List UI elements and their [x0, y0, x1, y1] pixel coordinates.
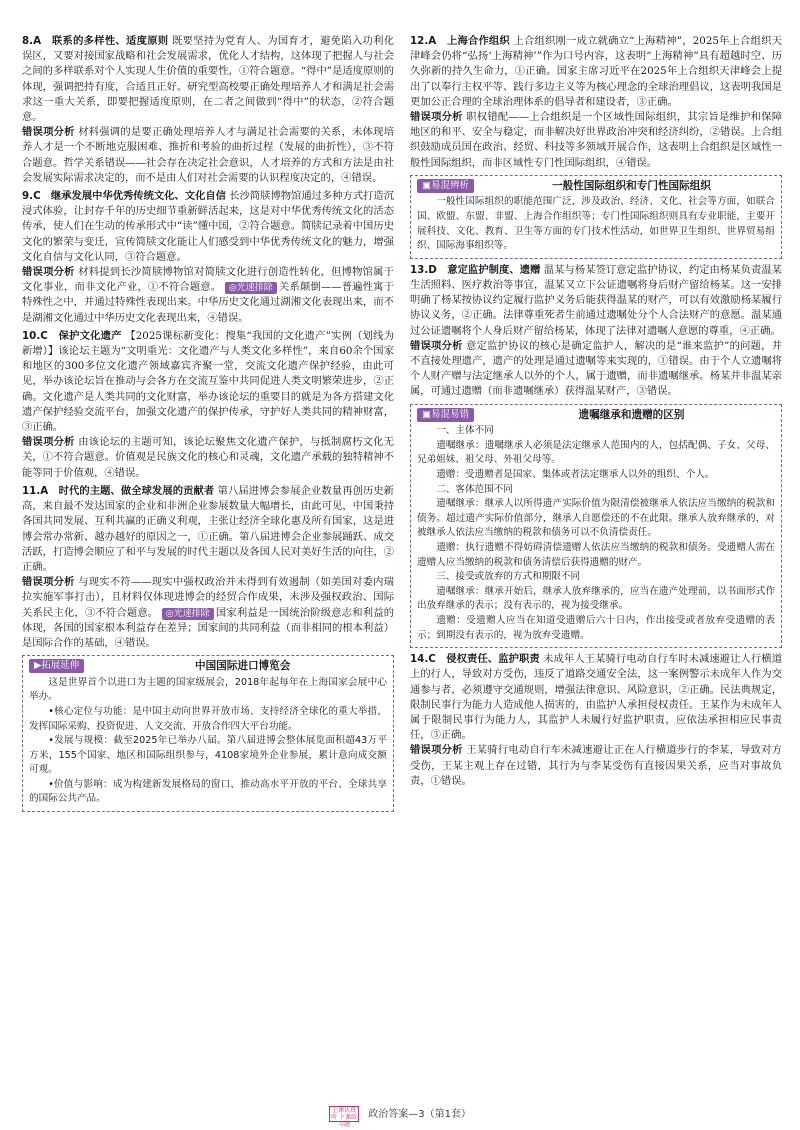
- extension-box-title: 中国国际进口博览会: [194, 660, 291, 673]
- answer-11-tag: ◎光速排除: [162, 608, 214, 620]
- answer-11-body: 第八届进博会参展企业数量再创历史新高，来自最不发达国家的企业和非洲企业参展数量大幅增长，由此可见，中国秉持各国共同发展、互利共赢的正确义利观，主张让经济全球化惠及所有国家，这是进博会常办常新、越办越好的原因之一，①正确。第八届进博会企业参展踊跃、成交活跃，打造博会顺应了和平与发展的时代主题以及各国人民对美好生活的向往，②正确。: [22, 484, 394, 573]
- answer-11-head: 11.A 时代的主题、做全球发展的贡献者: [22, 484, 215, 497]
- confusion-line: 一般性国际组织的职能范围广泛，涉及政治、经济、文化、社会等方面，如联合国、欧盟、东盟、非盟、上海合作组织等；专门性国际组织则具有专业职能，主要开展科技、文化、教育、卫生等方面的专门技术性活动，如世界卫生组织、世界贸易组织、国际海事组织等。: [417, 196, 775, 252]
- extension-line: •价值与影响：成为构建新发展格局的窗口、推动高水平开放的平台、全球共享的国际公共产品。: [29, 778, 387, 805]
- answer-14-body: 未成年人王某骑行电动自行车时未减速避让人行横道上的行人，导致对方受伤，违反了道路交通安全法，这一案例警示未成年人作为交通参与者，必须遵守交通规则，增强法律意识、风险意识，②正确。民法典规定，限制民事行为能力人造成他人损害的，由监护人承担侵权责任。王某作为未成年人属于限制民事行为能力人，其监护人未履行好监护职责，应依法承担相应民事责任，③正确。: [410, 653, 782, 742]
- confusion-line: 遗赠：执行遗赠不得妨碍清偿遗赠人依法应当缴纳的税款和债务。受遗赠人需在遗赠人应当缴纳的税款和债务清偿后获得遗赠的财产。: [417, 541, 775, 568]
- answer-12-body: 上合组织刚一成立就确立“上海精神”，2025年上合组织天津峰会仍将“弘扬‘上海精神’”作为口号内容，这表明“上海精神”具有超越时空、历久弥新的持久生命力，①正确。国家主席习近平在2025年上合组织天津峰会上提出了以奉行主权平等、践行多边主义等为核心理念的全球治理倡议，这表明我国是更加公正合理的全球治理体系的倡导者和建设者，③正确。: [410, 35, 782, 108]
- confusion-line: 二、客体范围不同: [436, 483, 513, 495]
- page-footer: [0, 1105, 800, 1128]
- confusion-box-1-tag: ▣易混辨析: [417, 179, 474, 193]
- answer-9-wrong-head: 错误项分析: [22, 266, 75, 279]
- answer-14-head: 14.C 侵权责任、监护职责: [410, 653, 540, 666]
- answer-10: [22, 329, 394, 481]
- answer-14-wrong-head: 错误项分析: [410, 744, 463, 757]
- answer-8: [22, 34, 394, 186]
- answer-12-head: 12.A 上海合作组织: [410, 35, 511, 47]
- answer-8-body: 既要坚持为党育人、为国育才，避免陷入功利化误区，又要对接国家战略和社会发展需求，优化人才结构，这体现了把握人与社会之间的多样联系对个人实现人生价值的重要性，①符合题意。“得中”是适度原则的体现，强调把持有度，合适且正好。研究型高校要正确处理培养人才和满足社会需求这一重大关系，即要把握适度原则，在二者之间做到“得中”的状态，②符合题意。: [22, 35, 395, 124]
- answer-12-wrong-head: 错误项分析: [410, 111, 463, 124]
- answer-11-wrong: 与现实不符——现实中强权政治并未得到有效遏制（如美国对委内瑞拉实施军事打击），且材料仅体现进博会的经贸合作成果，未涉及强权政治、国际关系民主化，③不符合题意。: [22, 576, 395, 619]
- answer-10-wrong: 由该论坛的主题可知，该论坛聚焦文化遗产保护，与抵制腐朽文化无关，①不符合题意。价值观是民族文化的核心和灵魂，文化遗产承载的独特精神不能等同于价值观，④错误。: [22, 436, 395, 479]
- answer-11-tag-text: 国家利益是一国统治阶级意志和利益的体现，各国的国家根本利益存在差异；国家间的共同利益（而非相同的根本利益）是国际合作的基础，④错误。: [22, 606, 394, 649]
- answer-13-wrong: 意定监护协议的核心是确定监护人，解决的是“谁来监护”的问题，并不直接处理遗产，遗产的处理是通过遗嘱等来实现的，①错误。由于个人立遗嘱将个人财产赠与法定继承人以外的个人，属于遗赠，而非遗嘱继承。杨某并非温某亲属，可通过遗赠（而非遗嘱继承）获得温某财产，③错误。: [410, 339, 782, 398]
- extension-line: •核心定位与功能：是中国主动向世界开放市场、支持经济全球化的重大举措，发挥国际采购、投资促进、人文交流、开放合作四大平台功能。: [29, 705, 387, 732]
- right-column: [410, 34, 782, 792]
- answer-13-body: 温某与杨某签订意定监护协议，约定由杨某负责温某生活照料、医疗救治等事宜，温某又立下公证遗嘱将身后财产留给杨某。这一安排明确了杨某按协议约定履行监护义务后能获得温某的财产，可以有效激励杨某履行协议义务，②正确。法律尊重死者生前通过遗嘱处分个人合法财产的意愿。温某通过公证遗嘱将个人身后财产留给杨某，体现了法律对遗嘱人意愿的尊重，④正确。: [410, 263, 782, 337]
- answer-14: [410, 652, 782, 789]
- confusion-line: 遗嘱继承：继承开始后，继承人放弃继承的，应当在遗产处理前，以书面形式作出放弃继承的表示；没有表示的，视为接受继承。: [417, 585, 775, 612]
- confusion-line: 遗嘱继承：遗嘱继承人必须是法定继承人范围内的人，包括配偶、子女、父母、兄弟姐妹、祖父母、外祖父母等。: [417, 439, 775, 466]
- answer-9-body: 长沙简牍博物馆通过多种方式打造沉浸式体验，让封存千年的历史细节重新鲜活起来，这是对中华优秀传统文化的活态传承，使人们在生动的传承形式中“读”懂中国，②符合题意。简牍记录着中国历史文化的繁荣与变迁，宣传简牍文化能让人们感受到中华优秀传统文化的魅力，增强文化自信与文化认同，③符合题意。: [22, 190, 395, 263]
- answer-9-tag: ◎光速排除: [225, 282, 277, 294]
- left-column: [22, 34, 394, 816]
- answer-9: [22, 189, 394, 326]
- extension-box: [22, 655, 394, 812]
- extension-line: •发展与规模：截至2025年已举办八届。第八届进博会整体展览面积超43万平方米，155个国家、地区和国际组织参与，4108家境外企业参展，累计意向成交额可观。: [29, 735, 387, 776]
- extension-box-tag: ▶拓展延伸: [29, 659, 84, 673]
- confusion-box-2: [410, 404, 782, 649]
- answer-8-wrong-head: 错误项分析: [22, 126, 75, 139]
- answer-8-wrong: 材料强调的是要正确处理培养人才与满足社会需要的关系，未体现培养人才是一个不断地克服困难、推折和考验的曲折过程（发展的曲折性），③不符合题意。哲学关系错误——社会存在决定社会意识，人才培养的方式和方法是由社会发展实际需求决定的，而不是由人们对社会需要的认识程度决定的，④错误。: [22, 126, 395, 184]
- confusion-line: 三、接受或放弃的方式和期限不同: [436, 571, 581, 583]
- answer-11: [22, 484, 394, 651]
- answer-9-tag-text: 关系颠倒——普遍性寓于特殊性之中，并通过特殊性表现出来。中华历史文化通过湖湘文化表现出来，而不是湖湘文化通过中华历史文化表现出来，④错误。: [22, 281, 395, 324]
- publisher-logo: 上课认真听 下课练习题: [329, 1106, 359, 1122]
- answer-13: [410, 263, 782, 400]
- answer-10-wrong-head: 错误项分析: [22, 436, 75, 449]
- answer-9-wrong: 材料提到长沙简牍博物馆对简牍文化进行创造性转化，但博物馆属于文化事业，而非文化产业，①不符合题意。: [22, 266, 395, 294]
- answer-13-head: 13.D 意定监护制度、遗赠: [410, 263, 541, 276]
- confusion-line: 遗赠：受遗赠人应当在知道受遗赠后六十日内，作出接受或者放弃受遗赠的表示；到期没有表示的，视为放弃受遗赠。: [417, 614, 775, 641]
- answer-14-wrong: 王某骑行电动自行车未减速避让正在人行横道步行的李某，导致对方受伤，王某主观上存在过错，其行为与李某受伤有直接因果关系，应当对事故负责，①错误。: [410, 744, 783, 787]
- confusion-box-2-tag: ▣易混易错: [417, 408, 474, 422]
- answer-13-wrong-head: 错误项分析: [410, 339, 463, 352]
- answer-8-head: 8.A 联系的多样性、适度原则: [22, 35, 169, 47]
- answer-12-wrong: 职权错配——上合组织是一个区域性国际组织，其宗旨是维护和保障地区的和平、安全与稳定，而非解决好世界政治冲突和经济纠纷，②错误。上合组织鼓励成员国在政治、经贸、科技等多领域开展合作，这表明上合组织是区域性一般性国际组织，而非区域性专门性国际组织，④错误。: [410, 111, 783, 169]
- confusion-line: 一、主体不同: [436, 425, 494, 437]
- confusion-box-2-title: 遗嘱继承和遗赠的区别: [578, 408, 685, 421]
- confusion-box-1-title: 一般性国际组织和专门性国际组织: [552, 179, 711, 192]
- page-label: 政治答案—3（第1套）: [368, 1109, 471, 1120]
- confusion-box-1: [410, 175, 782, 259]
- confusion-line: 遗嘱继承：继承人以所得遗产实际价值为限清偿被继承人依法应当缴纳的税款和债务。超过遗产实际价值部分，继承人自愿偿还的不在此限。继承人放弃继承的，对被继承人依法应当缴纳的税款和债务可以不负清偿责任。: [417, 498, 775, 539]
- answer-12: [410, 34, 782, 171]
- confusion-line: 遗赠：受遗赠者是国家、集体或者法定继承人以外的组织、个人。: [436, 469, 715, 480]
- answer-10-body: 【2025课标新变化：搜集“我国的文化遗产”实例（划线为新增）】该论坛主题为“文明重光：文化遗产与人类文化多样性”，来自60余个国家和地区的300多位文化遗产领域嘉宾齐聚一堂，交流文化遗产保护经验，由此可见，举办该论坛旨在推动与会各方在交流互鉴中共同促进人类文明繁荣进步，②正确。文化遗产是人类共同的文化财富，举办该论坛的重要目的就是为各方搭建文化遗产保护经验交流平台，加强文化遗产的保护传承，守护好人类共同的精神财富，③正确。: [22, 329, 394, 434]
- answer-11-wrong-head: 错误项分析: [22, 576, 75, 589]
- answer-9-head: 9.C 继承发展中华优秀传统文化、文化自信: [22, 190, 226, 203]
- answer-10-head: 10.C 保护文化遗产: [22, 329, 122, 342]
- extension-line: 这是世界首个以进口为主题的国家级展会，2018年起每年在上海国家会展中心举办。: [29, 676, 387, 703]
